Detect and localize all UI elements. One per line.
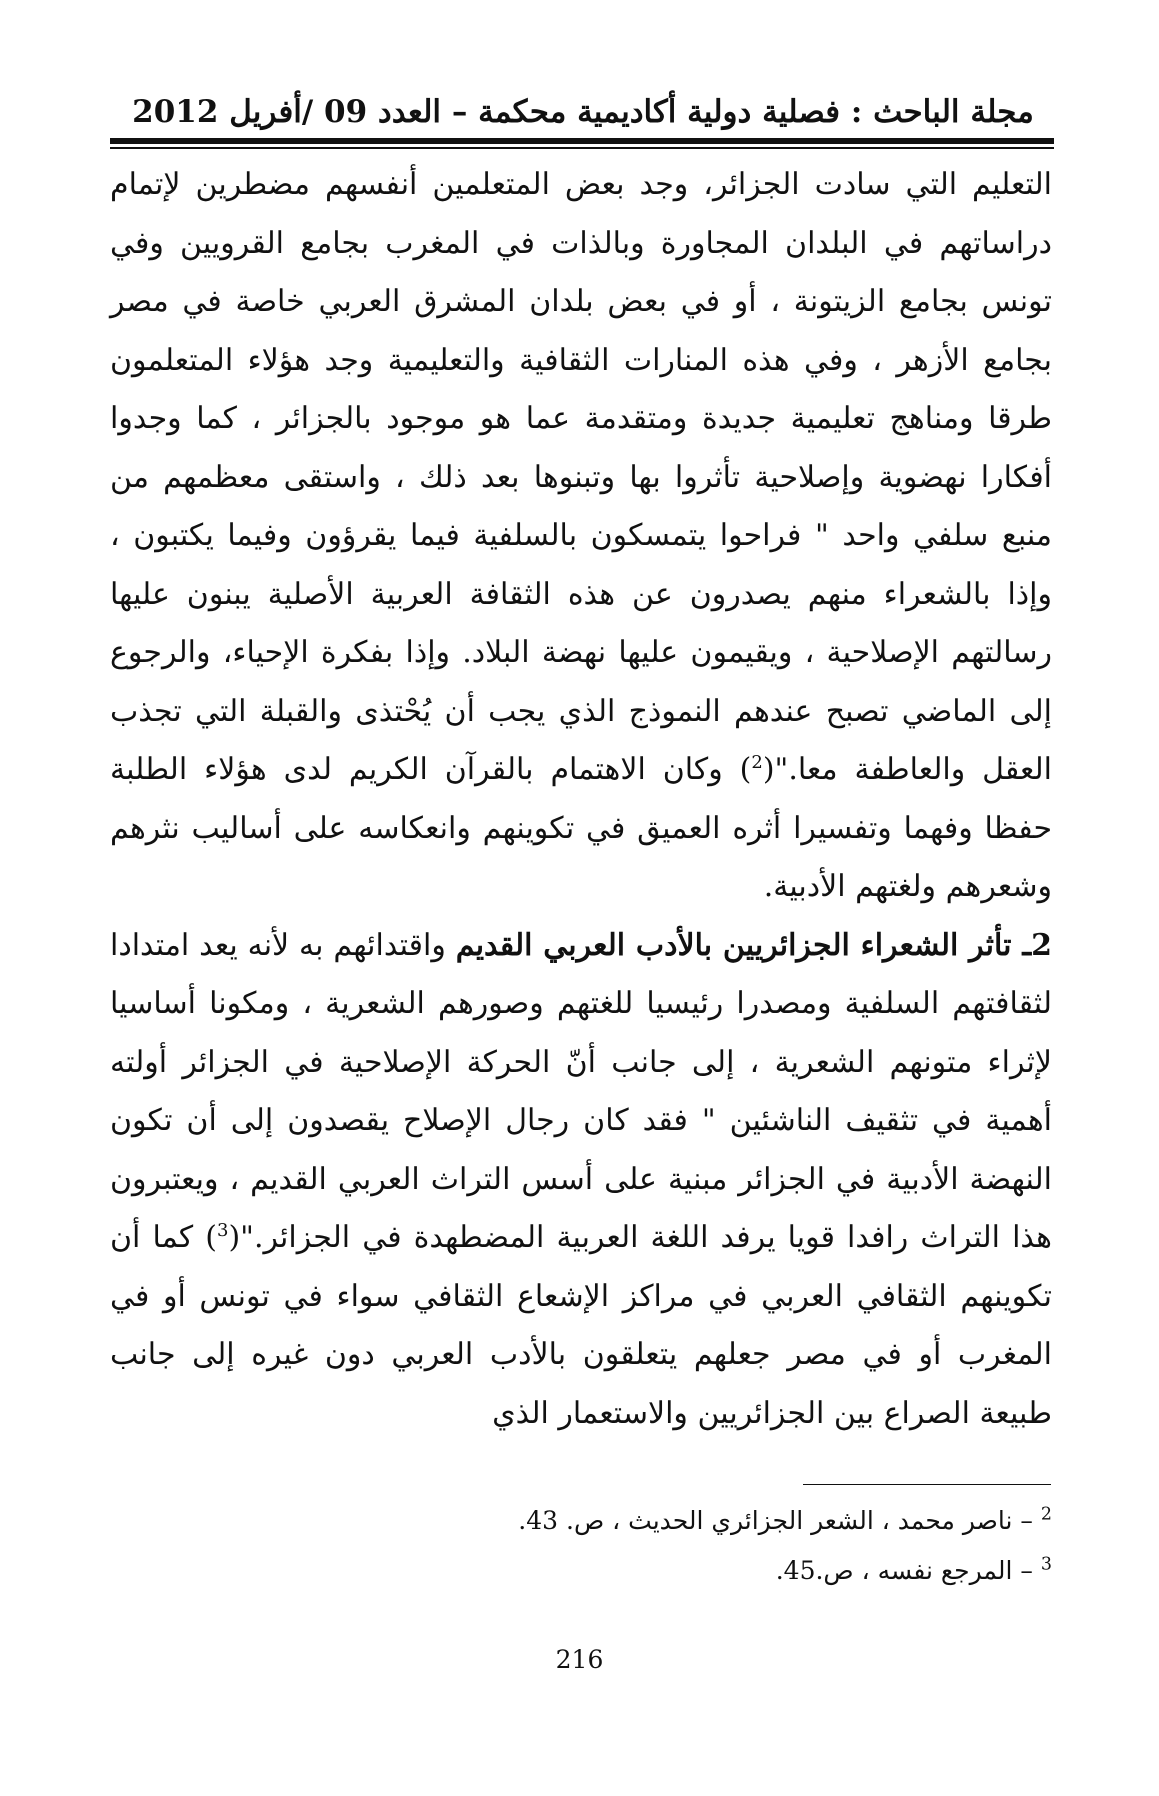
running-header — [118, 84, 1048, 140]
paragraph-2-text-b: ) كما أن تكوينهم الثقافي العربي في مراكز الإشعاع الثقافي سواء في تونس أو في المغرب أو في مصر جعلهم يتعلقون بالأدب العربي دون غيره إلى جانب طبيعة الصراع بين الجزائريين والاستعمار الذي — [110, 1220, 1052, 1431]
paragraph-2 — [110, 917, 1052, 1444]
footnote-2 — [110, 1496, 1052, 1546]
footnote-text: – ناصر محمد ، الشعر الجزائري الحديث ، ص. 43. — [518, 1506, 1033, 1535]
paragraph-1 — [110, 156, 1052, 917]
footnote-text: – المرجع نفسه ، ص.45. — [775, 1556, 1033, 1585]
footnote-separator — [803, 1484, 1051, 1485]
footnote-number: 3 — [1040, 1554, 1052, 1575]
paragraph-2-text-a: واقتدائهم به لأنه يعد امتدادا لثقافتهم السلفية ومصدرا رئيسيا للغتهم وصورهم الشعرية ، ومكونا أساسيا لإثراء متونهم الشعرية ، إلى جانب أنّ الحركة الإصلاحية في الجزائر أولته أهمية في تثقيف الناشئين " فقد كان رجال الإصلاح يقصدون إلى أن تكون النهضة الأدبية في الجزائر مبنية على أسس التراث العربي القديم ، ويعتبرون هذا التراث رافدا قويا يرفد اللغة العربية المضطهدة في الجزائر."( — [110, 927, 1052, 1255]
footnote-ref-3[interactable]: 3 — [217, 1220, 229, 1241]
footnotes — [110, 1496, 1052, 1596]
paragraph-1-text-a: التعليم التي سادت الجزائر، وجد بعض المتعلمين أنفسهم مضطرين لإتمام دراساتهم في البلدان المجاورة وبالذات في المغرب بجامع القرويين وفي تونس بجامع الزيتونة ، أو في بعض بلدان المشرق العربي خاصة في مصر بجامع الأزهر ، وفي هذه المنارات الثقافية والتعليمية وجد هؤلاء المتعلمون طرقا ومناهج تعليمية جديدة ومتقدمة عما هو موجود بالجزائر ، كما وجدوا أفكارا نهضوية وإصلاحية تأثروا بها وتبنوها بعد ذلك ، واستقى معظمهم من منبع سلفي واحد " فراحوا يتمسكون بالسلفية فيما يقرؤون وفيما يكتبون ، وإذا بالشعراء منهم يصدرون عن هذه الثقافة العربية الأصلية يبنون عليها رسالتهم الإصلاحية ، ويقيمون عليها نهضة البلاد. وإذا بفكرة الإحياء، والرجوع إلى الماضي تصبح عندهم النموذج الذي يجب أن يُحْتذى والقبلة التي تجذب العقل والعاطفة معا."( — [110, 167, 1053, 787]
section-heading-2: 2ـ تأثر الشعراء الجزائريين بالأدب العربي القديم — [455, 927, 1052, 963]
header-rule-thick — [110, 138, 1054, 144]
footnote-3 — [110, 1546, 1052, 1596]
header-rule-thin — [110, 147, 1054, 149]
body-text — [110, 156, 1052, 1443]
page-number: 216 — [555, 1645, 604, 1674]
running-header-title: مجلة الباحث : فصلية دولية أكاديمية محكمة – العدد 09 /أفريل 2012 — [132, 94, 1034, 130]
paragraph-1-text-b: ) وكان الاهتمام بالقرآن الكريم لدى هؤلاء الطلبة حفظا وفهما وتفسيرا أثره العميق في تكوينهم وانعكاسه على أساليب نثرهم وشعرهم ولغتهم الأدبية. — [110, 752, 1052, 904]
footnote-ref-2[interactable]: 2 — [751, 752, 763, 773]
footnote-number: 2 — [1040, 1504, 1052, 1525]
